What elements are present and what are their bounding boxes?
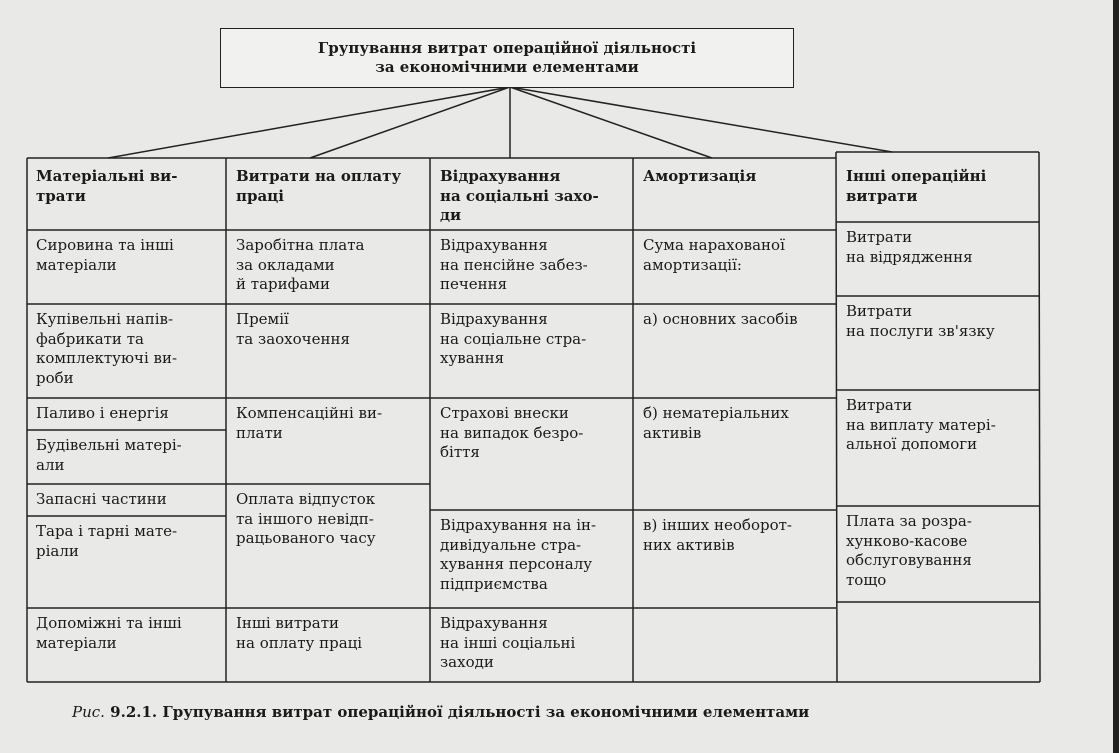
cell-labor-salary: Заробітна плата за окладами й тарифами (236, 236, 365, 293)
header-material: Матеріальні ви- трати (36, 167, 178, 205)
cell-amortization-intangible: б) нематеріальних активів (643, 404, 789, 442)
cell-material-fuel: Паливо і енергія (36, 404, 169, 422)
cell-other-travel: Витрати на відрядження (846, 228, 973, 266)
connector-line-2 (310, 87, 510, 158)
cell-amortization-sum: Сума нарахованої амортизації: (643, 236, 785, 274)
cell-social-insurance: Відрахування на соціальне стра- хування (440, 310, 587, 367)
caption-text: 9.2.1. Групування витрат операційної діяльності за економічними елементами (104, 703, 810, 721)
cell-material-packaging: Тара і тарні мате- ріали (36, 522, 178, 560)
cell-social-other: Відрахування на інші соціальні заходи (440, 614, 576, 671)
header-amortization: Амортизація (643, 167, 757, 185)
cell-other-assistance: Витрати на виплату матері- альної допомоги (846, 396, 996, 453)
cell-labor-bonus: Премії та заохочення (236, 310, 350, 348)
cell-other-cash: Плата за розра- хунково-касове обслуговування тощо (846, 512, 972, 589)
cell-material-raw: Сировина та інші матеріали (36, 236, 174, 274)
cell-labor-compensation: Компенсаційні ви- плати (236, 404, 383, 442)
connector-line-5 (510, 87, 892, 152)
figure-caption (72, 703, 809, 721)
cell-material-building: Будівельні матері- али (36, 436, 182, 474)
cell-amortization-empty (634, 608, 835, 682)
cell-amortization-fixed: а) основних засобів (643, 310, 798, 328)
header-social: Відрахування на соціальні захо- ди (440, 167, 599, 224)
cell-material-semi: Купівельні напів- фабрикати та комплектуючі ви- роби (36, 310, 178, 387)
connector-line-1 (108, 87, 510, 158)
connector-line-4 (510, 87, 712, 158)
cell-social-individual: Відрахування на ін- дивідуальне стра- хування персоналу підприємства (440, 516, 597, 593)
cell-other-empty (837, 602, 1038, 682)
cell-material-parts: Запасні частини (36, 490, 167, 508)
root-box (220, 28, 794, 88)
caption-label: Рис. (72, 703, 105, 721)
cell-labor-other: Інші витрати на оплату праці (236, 614, 363, 652)
header-labor: Витрати на оплату праці (236, 167, 402, 205)
page-edge (1113, 0, 1119, 753)
cell-social-pension: Відрахування на пенсійне забез- печення (440, 236, 588, 293)
table-border-right (1039, 152, 1040, 682)
cell-labor-vacation: Оплата відпусток та іншого невідп- рацьованого часу (236, 490, 376, 547)
root-title-line1: Групування витрат операційної діяльності (317, 39, 697, 57)
cell-other-communication: Витрати на послуги зв'язку (846, 302, 995, 340)
header-other: Інші операційні витрати (846, 167, 987, 205)
cell-material-auxiliary: Допоміжні та інші матеріали (36, 614, 182, 652)
cell-social-unemployment: Страхові внески на випадок безро- біття (440, 404, 584, 461)
cell-amortization-other: в) інших необорот- них активів (643, 516, 792, 554)
root-title-line2: за економічними елементами (375, 58, 639, 76)
